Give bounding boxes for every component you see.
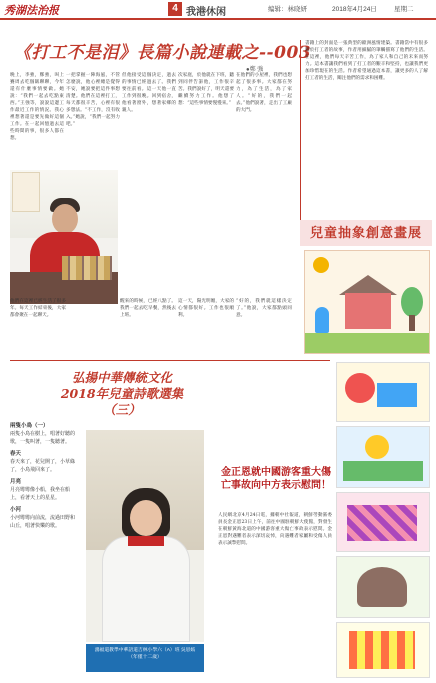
child-figure-drawing <box>315 307 329 333</box>
feature-lower-2: 醒來的時候，已經八點了。我們一起去吃早餐，然後去上班。 <box>120 299 176 318</box>
poetry-title-line2: 2018年兒童詩歌選集 <box>60 386 184 401</box>
poetry-title-line1: 弘揚中華傳統文化 <box>71 370 172 385</box>
author-photo <box>10 170 118 304</box>
feature-column-5: 在他們的小屋裡，我們也想起了很多事。大家都在努力，為了生活，為了家人。“好的，我們一起去。”他們說著，走出了工廠的大門。 <box>236 73 292 113</box>
feature-headline: 《打工不是泪》長篇小說連載之--003 <box>14 43 312 63</box>
house-drawing <box>345 293 391 329</box>
poetry-title-line3: （三） <box>103 402 141 417</box>
issue-date: 2018年4月24日 <box>332 6 377 13</box>
children-artwork <box>304 250 430 354</box>
art-exhibit-banner <box>300 220 432 246</box>
art-shape <box>343 461 423 481</box>
feature-column-4: 次家庭，於他就在下班，聽到同伴告訴他，工作很辛苦。我們說好了，明天還要繼續努力工作。他想了想：“這些事情要慢慢來。” <box>178 73 234 106</box>
poet-child-photo <box>86 430 204 642</box>
book-stack <box>62 256 112 280</box>
grass-drawing <box>305 333 430 354</box>
child-artwork-1 <box>336 362 430 422</box>
feature-column-3: 但他接受這個決定，過去的事情已經過去了。我們要往前看。這一天他一直工作到很晚。回到宿舍，他看著窗外，想著家鄉的親人。 <box>122 73 176 113</box>
news-body: 人民網北京4月24日電，據朝中社報道，朝鮮勞動黨委員長金正恩23日上午，前往中國駐朝鮮大使館，對發生在朝鮮黃海北道的中國游客重大傷亡事故表示慰問。金正恩對遇難者表示深切哀悼，向遇難者家屬和受傷人員表示誠摯慰問。 <box>218 513 332 546</box>
poem-body: 月亮彎彎像小船，我坐在船上，看著天上的星星。 <box>10 487 71 501</box>
child-artwork-4 <box>336 556 430 618</box>
sun-drawing <box>313 257 329 273</box>
art-shape <box>347 505 417 541</box>
child-face <box>130 500 162 536</box>
art-shape <box>345 373 375 403</box>
wall-poster <box>12 172 40 212</box>
feature-author: ●鄭 強 <box>246 67 264 73</box>
trunk-drawing <box>409 315 415 331</box>
child-coat <box>102 536 190 642</box>
poem-title: 小河 <box>10 507 22 513</box>
child-scarf <box>128 536 164 546</box>
art-shape <box>357 567 407 607</box>
author-face <box>52 204 78 234</box>
feature-lower-4: “好的，我們就這樣決定了。”他說，大家都點頭同意。 <box>236 299 292 318</box>
poem-title: 月亮 <box>10 479 22 485</box>
editor-credit: 编辑：林晓妍 <box>268 6 307 13</box>
roof-drawing <box>339 275 397 295</box>
art-shape <box>377 383 417 407</box>
art-shape <box>365 435 389 459</box>
poem-title: 春天 <box>10 451 22 457</box>
tree-drawing <box>401 287 423 317</box>
page-header <box>0 0 436 20</box>
feature-lower-1: 他們在這裡已經生活了很多年。每天工作結束後，大家都會聚在一起聊天。 <box>10 299 66 318</box>
poem-body: 兩隻小鳥在樹上，唱著好聽的歌，一隻叫著，一隻聽著。 <box>10 431 76 445</box>
section-divider <box>10 360 330 361</box>
art-exhibit-title: 兒童抽象創意畫展 <box>309 225 422 240</box>
poetry-title <box>22 370 222 418</box>
child-artwork-2 <box>336 426 430 488</box>
feature-lower-3: 這一天，陽光明媚，大家的心情都很好。工作也很順利。 <box>178 299 234 318</box>
page-number: 4 <box>168 2 182 16</box>
masthead: 秀湖法治报 <box>4 4 59 17</box>
child-artwork-3 <box>336 492 430 552</box>
art-shape <box>349 631 415 669</box>
feature-column-1: 晚上，李強，鄭強，叫上賽周去吃個飯聊聊，今年還有什麼事情要做。她說：“我們一起去吃點東西。”王強等，說說這邊工作最近工作的情況。我心裡想著還是要先做好這個工作。在一起回憶過去這些時間的事，很多人都在想。 <box>10 73 64 141</box>
section-name: 我港休闲 <box>186 7 226 18</box>
feature-column-2: 一把掌握一陣海風，不管怎麼說，他心裡總是覺得不安，她說要把這件事想清楚。他們在這裡打工，每天都很辛苦，心裡有很多想法。“不工作，沒有收入。”她說，“我們一起努力吧。” <box>66 73 120 127</box>
child-artwork-5 <box>336 622 430 678</box>
poem-title: 兩隻小鳥（一） <box>10 423 49 429</box>
issue-weekday: 星期二 <box>394 6 414 13</box>
poem-list <box>10 418 78 680</box>
news-headline: 金正恩就中國游客重大傷亡事故向中方表示慰問！ <box>221 467 331 491</box>
right-column-text: 書籍上的封面是一張典型的歐洲風情建築。書籍當中有很多關於打工者的故事，作者用細膩的筆觸描寫了他們的生活。在這裡，他們每天辛苦工作，為了家人和自己的未來而努力。這本書讓我們看到了打工者的艱辛和堅持，也讓我們更加珍惜現在的生活。作者希望通過這本書，讓更多的人了解打工者的生活，關注他們的需求和困難。 <box>300 40 428 220</box>
poem-body: 春天來了，花兒開了，小草綠了，小鳥飛回來了。 <box>10 459 76 473</box>
photo-caption: 鴻福道教學中華語道吉林小學六（A）班 吳思嫣（年僅十二歲） <box>86 644 204 672</box>
poem-body: 小河彎彎向前流，流過田野和山丘，唱著快樂的歌。 <box>10 515 76 529</box>
